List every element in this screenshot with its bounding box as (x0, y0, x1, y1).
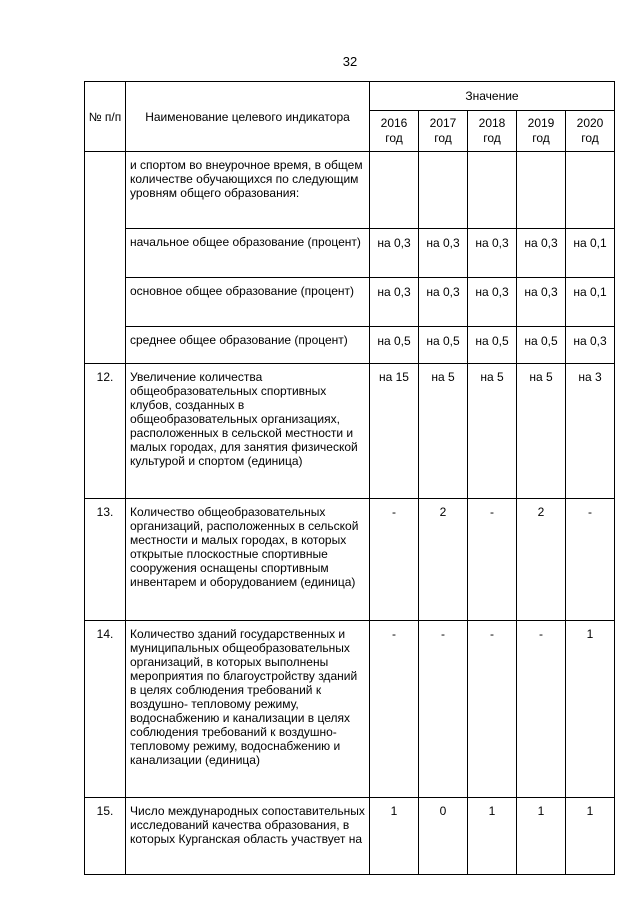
indicator-name: Количество общеобразовательных организаций, расположенных в сельской местности и малых городах, в которых открытые плоскостные спортивные сооружения оснащены спортивным инвентарем и оборудованием (единица) (126, 499, 370, 621)
indicator-value: на 0,3 (370, 278, 419, 327)
header-year: 2020 год (566, 111, 615, 152)
indicator-value: 1 (566, 621, 615, 798)
page-number: 32 (342, 54, 358, 69)
indicator-value: на 0,5 (419, 327, 468, 364)
table-row (85, 278, 615, 327)
indicator-value: - (566, 499, 615, 621)
indicator-value: 1 (370, 798, 419, 875)
header-value: Значение (370, 82, 615, 111)
indicator-value: на 0,3 (468, 229, 517, 278)
indicator-name: начальное общее образование (процент) (126, 229, 370, 278)
indicator-value: 1 (517, 798, 566, 875)
table-row (85, 621, 615, 798)
indicator-value (566, 152, 615, 229)
indicator-value: на 0,3 (566, 327, 615, 364)
row-number (85, 152, 126, 364)
indicator-value: 0 (419, 798, 468, 875)
indicator-value: на 0,5 (468, 327, 517, 364)
indicator-name: Количество зданий государственных и муниципальных общеобразовательных организаций, в которых выполнены мероприятия по благоустройству зданий в целях соблюдения требований к воздушно- тепловому режиму, водоснабжению и канализации в целях соблюдения требований к воздушно- тепловому режиму, водоснабжению и канализации (единица) (126, 621, 370, 798)
header-year: 2017 год (419, 111, 468, 152)
indicator-name: и спортом во внеурочное время, в общем количестве обучающихся по следующим уровням общего образования: (126, 152, 370, 229)
indicator-name: среднее общее образование (процент) (126, 327, 370, 364)
indicator-name: Число международных сопоставительных исследований качества образования, в которых Курганская область участвует на (126, 798, 370, 875)
indicator-value: - (370, 621, 419, 798)
indicator-value: - (419, 621, 468, 798)
indicator-value: - (370, 499, 419, 621)
row-number: 13. (85, 499, 126, 621)
indicator-value: на 5 (468, 364, 517, 499)
indicator-value: - (517, 621, 566, 798)
indicator-value: 1 (566, 798, 615, 875)
table-row (85, 327, 615, 364)
indicator-value: на 0,5 (370, 327, 419, 364)
indicator-value: на 5 (419, 364, 468, 499)
table-row (85, 229, 615, 278)
table-header-row (85, 82, 615, 111)
indicator-name: Увеличение количества общеобразовательных спортивных клубов, созданных в общеобразовательных организациях, расположенных в сельской местности и малых городах, для занятия физической культурой и спортом (единица) (126, 364, 370, 499)
indicator-value (517, 152, 566, 229)
indicator-value (468, 152, 517, 229)
indicator-value: на 0,3 (517, 229, 566, 278)
header-name: Наименование целевого индикатора (126, 82, 370, 152)
indicator-value: на 0,1 (566, 229, 615, 278)
header-year: 2019 год (517, 111, 566, 152)
row-number: 14. (85, 621, 126, 798)
indicator-value: на 0,5 (517, 327, 566, 364)
table-row (85, 152, 615, 229)
indicator-value: 1 (468, 798, 517, 875)
indicator-value (370, 152, 419, 229)
indicator-value: на 0,3 (468, 278, 517, 327)
indicator-value: на 0,3 (419, 229, 468, 278)
indicator-name: основное общее образование (процент) (126, 278, 370, 327)
table-row (85, 798, 615, 875)
row-number: 15. (85, 798, 126, 875)
row-number: 12. (85, 364, 126, 499)
indicator-value: на 0,3 (370, 229, 419, 278)
indicator-value: на 5 (517, 364, 566, 499)
header-num: № п/п (85, 82, 126, 152)
indicator-value: на 3 (566, 364, 615, 499)
indicator-value: на 15 (370, 364, 419, 499)
table-row (85, 364, 615, 499)
indicator-value: на 0,3 (517, 278, 566, 327)
indicator-value (419, 152, 468, 229)
indicator-value: - (468, 499, 517, 621)
indicators-table (84, 81, 615, 875)
header-year: 2018 год (468, 111, 517, 152)
indicator-value: - (468, 621, 517, 798)
indicator-value: 2 (419, 499, 468, 621)
header-year: 2016 год (370, 111, 419, 152)
indicator-value: на 0,3 (419, 278, 468, 327)
table-row (85, 499, 615, 621)
indicator-value: на 0,1 (566, 278, 615, 327)
indicator-value: 2 (517, 499, 566, 621)
